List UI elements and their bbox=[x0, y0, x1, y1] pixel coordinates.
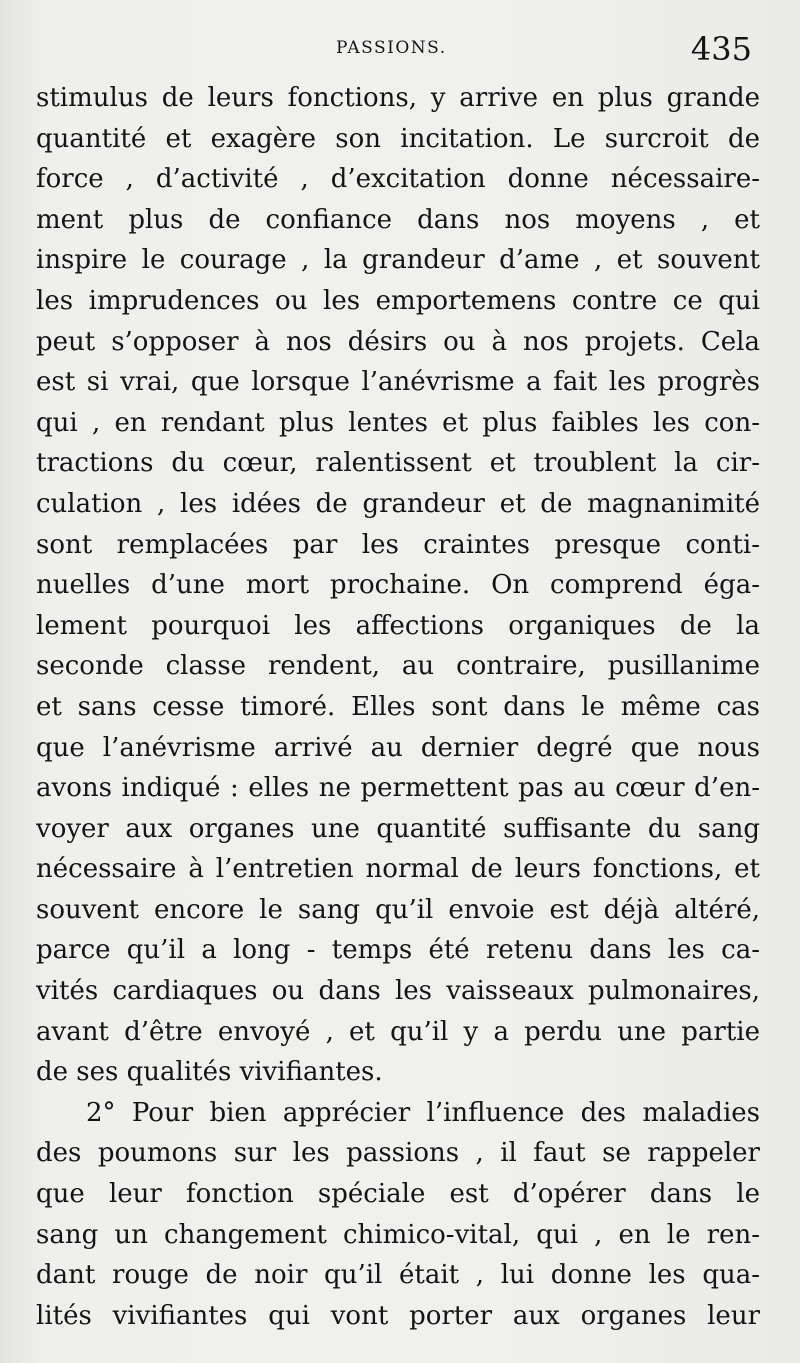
text-line: avons indiqué : elles ne permettent pas au cœur d’en- bbox=[36, 773, 760, 804]
text-line: sont remplacées par les craintes presque conti- bbox=[36, 529, 760, 560]
text-line: lement pourquoi les affections organiques de la bbox=[36, 610, 760, 641]
text-line: les imprudences ou les emportemens contre ce qui bbox=[36, 285, 760, 316]
text-line-paragraph-end: de ses qualités vivifiantes. bbox=[36, 1057, 383, 1088]
text-line: lités vivifiantes qui vont porter aux organes leur bbox=[36, 1300, 760, 1331]
text-line: avant d’être envoyé , et qu’il y a perdu une partie bbox=[36, 1016, 760, 1047]
text-line: inspire le courage , la grandeur d’ame , et souvent bbox=[36, 245, 760, 276]
text-line: sang un changement chimico-vital, qui , en le ren- bbox=[36, 1219, 760, 1250]
text-line: culation , les idées de grandeur et de magnanimité bbox=[36, 488, 760, 519]
text-line: force , d’activité , d’excitation donne nécessaire- bbox=[36, 164, 760, 195]
text-line: souvent encore le sang qu’il envoie est déjà altéré, bbox=[36, 894, 760, 925]
text-line: que l’anévrisme arrivé au dernier degré que nous bbox=[36, 732, 760, 763]
text-line: stimulus de leurs fonctions, y arrive en plus grande bbox=[36, 83, 760, 113]
text-line: peut s’opposer à nos désirs ou à nos projets. Cela bbox=[36, 326, 760, 357]
text-line: vités cardiaques ou dans les vaisseaux pulmonaires, bbox=[36, 976, 760, 1007]
text-line: nuelles d’une mort prochaine. On comprend éga- bbox=[36, 570, 760, 601]
text-line: nécessaire à l’entretien normal de leurs fonctions, et bbox=[36, 854, 760, 885]
text-line: dant rouge de noir qu’il était , lui donne les qua- bbox=[36, 1260, 760, 1291]
text-line: des poumons sur les passions , il faut se rappeler bbox=[36, 1138, 760, 1169]
text-line: qui , en rendant plus lentes et plus faibles les con- bbox=[36, 407, 760, 438]
page-number: 435 bbox=[690, 30, 752, 68]
running-title: PASSIONS. bbox=[336, 38, 447, 58]
text-line: et sans cesse timoré. Elles sont dans le même cas bbox=[36, 691, 760, 722]
text-line: parce qu’il a long - temps été retenu dans les ca- bbox=[36, 935, 760, 966]
text-line: voyer aux organes une quantité suffisante du sang bbox=[36, 813, 760, 844]
text-line: ment plus de confiance dans nos moyens , et bbox=[36, 204, 760, 235]
text-line-paragraph-start: 2° Pour bien apprécier l’influence des maladies bbox=[86, 1097, 760, 1128]
text-line: que leur fonction spéciale est d’opérer dans le bbox=[36, 1179, 760, 1210]
text-line: est si vrai, que lorsque l’anévrisme a fait les progrès bbox=[36, 367, 760, 398]
page-header bbox=[36, 30, 752, 70]
text-line: seconde classe rendent, au contraire, pusillanime bbox=[36, 651, 760, 682]
body-text bbox=[36, 78, 760, 1336]
text-line: tractions du cœur, ralentissent et troublent la cir- bbox=[36, 448, 760, 479]
text-line: quantité et exagère son incitation. Le surcroit de bbox=[36, 123, 760, 154]
